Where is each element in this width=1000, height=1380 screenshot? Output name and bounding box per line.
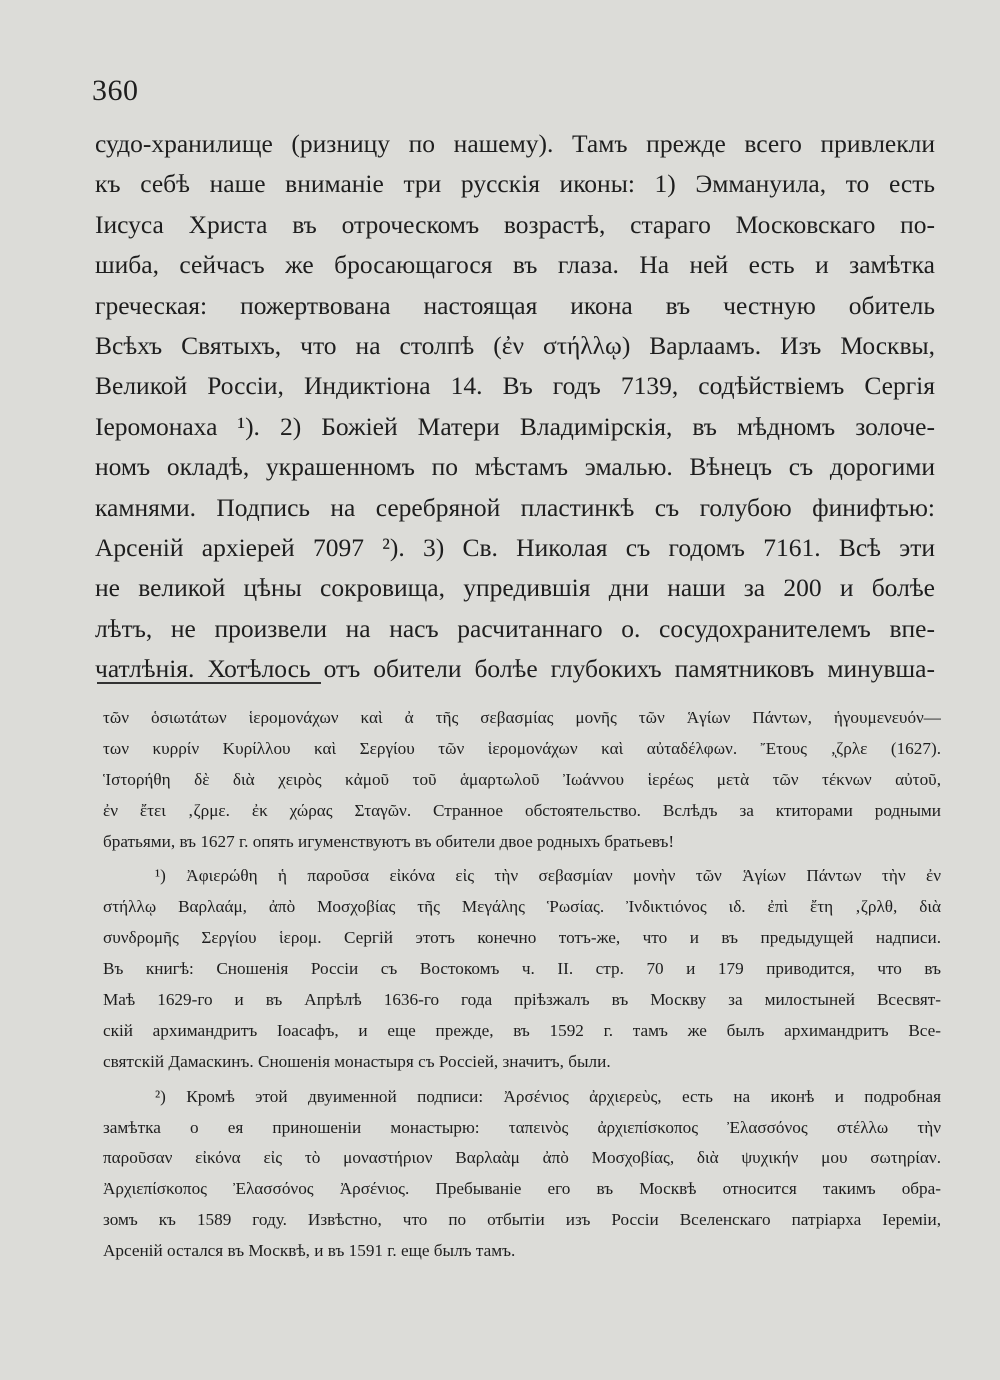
- footnote-line: Арсеній остался въ Москвѣ, и въ 1591 г. еще былъ тамъ.: [103, 1241, 516, 1261]
- footnote-line: Ἱστορήθη δὲ διὰ χειρὸς κἀμοῦ τοῦ ἁμαρτωλοῦ Ἰωάννου ἱερέως μετὰ τῶν τέκνων αὐτοῦ,: [103, 769, 941, 789]
- text-line: лѣтъ, не произвели на насъ расчитаннаго о. сосудохранителемъ впе-: [95, 613, 935, 643]
- text-line: номъ окладѣ, украшенномъ по мѣстамъ эмалью. Вѣнецъ съ дорогими: [95, 452, 935, 482]
- text-line: шиба, сейчасъ же бросающагося въ глаза. На ней есть и замѣтка: [95, 250, 935, 280]
- text-line: чатлѣнія. Хотѣлось отъ обители болѣе глубокихъ памятниковъ минувша-: [95, 654, 935, 684]
- footnote-line: ¹) Ἀφιερώθη ἡ παροῦσα εἰκόνα εἰς τὴν σεβασμίαν μονὴν τῶν Ἁγίων Πάντων τὴν ἐν: [155, 866, 941, 886]
- footnote-1: [103, 861, 941, 1077]
- footnote-line: παροῦσαν εἰκόνα εἰς τὸ μοναστήριον Βαρλαὰμ ἀπὸ Μοσχοβίας, διὰ ψυχικήν μου σωτηρίαν.: [103, 1148, 941, 1168]
- text-line: къ себѣ наше вниманіе три русскія иконы: 1) Эммануила, то есть: [95, 169, 935, 199]
- text-line: камнями. Подпись на серебряной пластинкѣ съ голубою финифтью:: [95, 492, 935, 522]
- footnote-line: στήλλῳ Βαρλαάμ, ἀπὸ Μοσχοβίας τῆς Μεγάλης Ῥωσίας. Ἰνδικτιόνος ιδ. ἐπὶ ἔτη ‚ζρλθ, διὰ: [103, 897, 941, 917]
- footnote-divider: [97, 682, 321, 684]
- text-line: Іисуса Христа въ отроческомъ возрастѣ, стараго Московскаго по-: [95, 209, 935, 239]
- text-line: судо-хранилище (ризницу по нашему). Тамъ прежде всего привлекли: [95, 129, 935, 158]
- main-text: [95, 124, 935, 689]
- footnote-line: замѣтка о ея приношеніи монастырю: ταπεινὸς ἀρχιεπίσκοπος Ἐλασσόνος στέλλω τὴν: [103, 1117, 941, 1137]
- footnote-line: скій архимандритъ Іоасафъ, и еще прежде, въ 1592 г. тамъ же былъ архимандритъ Все-: [103, 1020, 941, 1040]
- footnote-line: Ἀρχιεπίσκοπος Ἐλασσόνος Ἀρσένιος. Пребываніе его въ Москвѣ относится такимъ обра-: [103, 1179, 941, 1199]
- footnote-line: Маѣ 1629-го и въ Апрѣлѣ 1636-го года пріѣзжалъ въ Москву за милостыней Всесвят-: [103, 990, 941, 1010]
- footnote-line: Въ книгѣ: Сношенія Россіи съ Востокомъ ч. II. стр. 70 и 179 приводится, что въ: [103, 959, 941, 979]
- text-line: греческая: пожертвована настоящая икона въ честную обитель: [95, 290, 935, 320]
- text-line: Всѣхъ Святыхъ, что на столпѣ (ἐν στήλλῳ) Варлаамъ. Изъ Москвы,: [95, 330, 935, 360]
- footnote-line: святскій Дамаскинъ. Сношенія монастыря съ Россіей, значитъ, были.: [103, 1051, 611, 1071]
- footnote-line: ἐν ἔτει ‚ζρμε. ἐκ χώρας Σταγῶν. Странное обстоятельство. Вслѣдъ за ктиторами родными: [103, 800, 941, 820]
- footnote-line: συνδρομῆς Σεργίου ἱερομ. Сергій этотъ конечно тотъ-же, что и въ предыдущей надписи.: [103, 928, 941, 948]
- footnote-line: ²) Кромѣ этой двуименной подписи: Ἀρσένιος ἀρχιερεὺς, есть на иконѣ и подробная: [155, 1086, 941, 1106]
- page-number: 360: [92, 74, 139, 107]
- footnotes: [103, 703, 941, 1267]
- footnote-continuation: [103, 703, 941, 857]
- footnote-2: [103, 1082, 941, 1267]
- text-line: Іеромонаха ¹). 2) Божіей Матери Владимірскія, въ мѣдномъ золоче-: [95, 411, 935, 441]
- footnote-line: τῶν ὁσιωτάτων ἱερομονάχων καὶ ἀ τῆς σεβασμίας μονῆς τῶν Ἁγίων Πάντων, ἡγουμενευόν—: [103, 708, 941, 727]
- text-line: Арсеній архіерей 7097 ²). 3) Св. Николая съ годомъ 7161. Всѣ эти: [95, 532, 935, 562]
- text-line: Великой Россіи, Индиктіона 14. Въ годъ 7139, содѣйствіемъ Сергія: [95, 371, 935, 401]
- text-line: не великой цѣны сокровища, упредившія дни наши за 200 и болѣе: [95, 573, 935, 603]
- footnote-line: братьями, въ 1627 г. опять игуменствуютъ въ обители двое родныхъ братьевъ!: [103, 831, 675, 851]
- footnote-line: των κυρρίν Κυρίλλου καὶ Σεργίου τῶν ἱερομονάχων καὶ αὐταδέλφων. Ἔτους ‚ͅζρλε (1627).: [103, 738, 941, 758]
- footnote-line: зомъ къ 1589 году. Извѣстно, что по отбытіи изъ Россіи Вселенскаго патріарха Іереміи,: [103, 1210, 941, 1230]
